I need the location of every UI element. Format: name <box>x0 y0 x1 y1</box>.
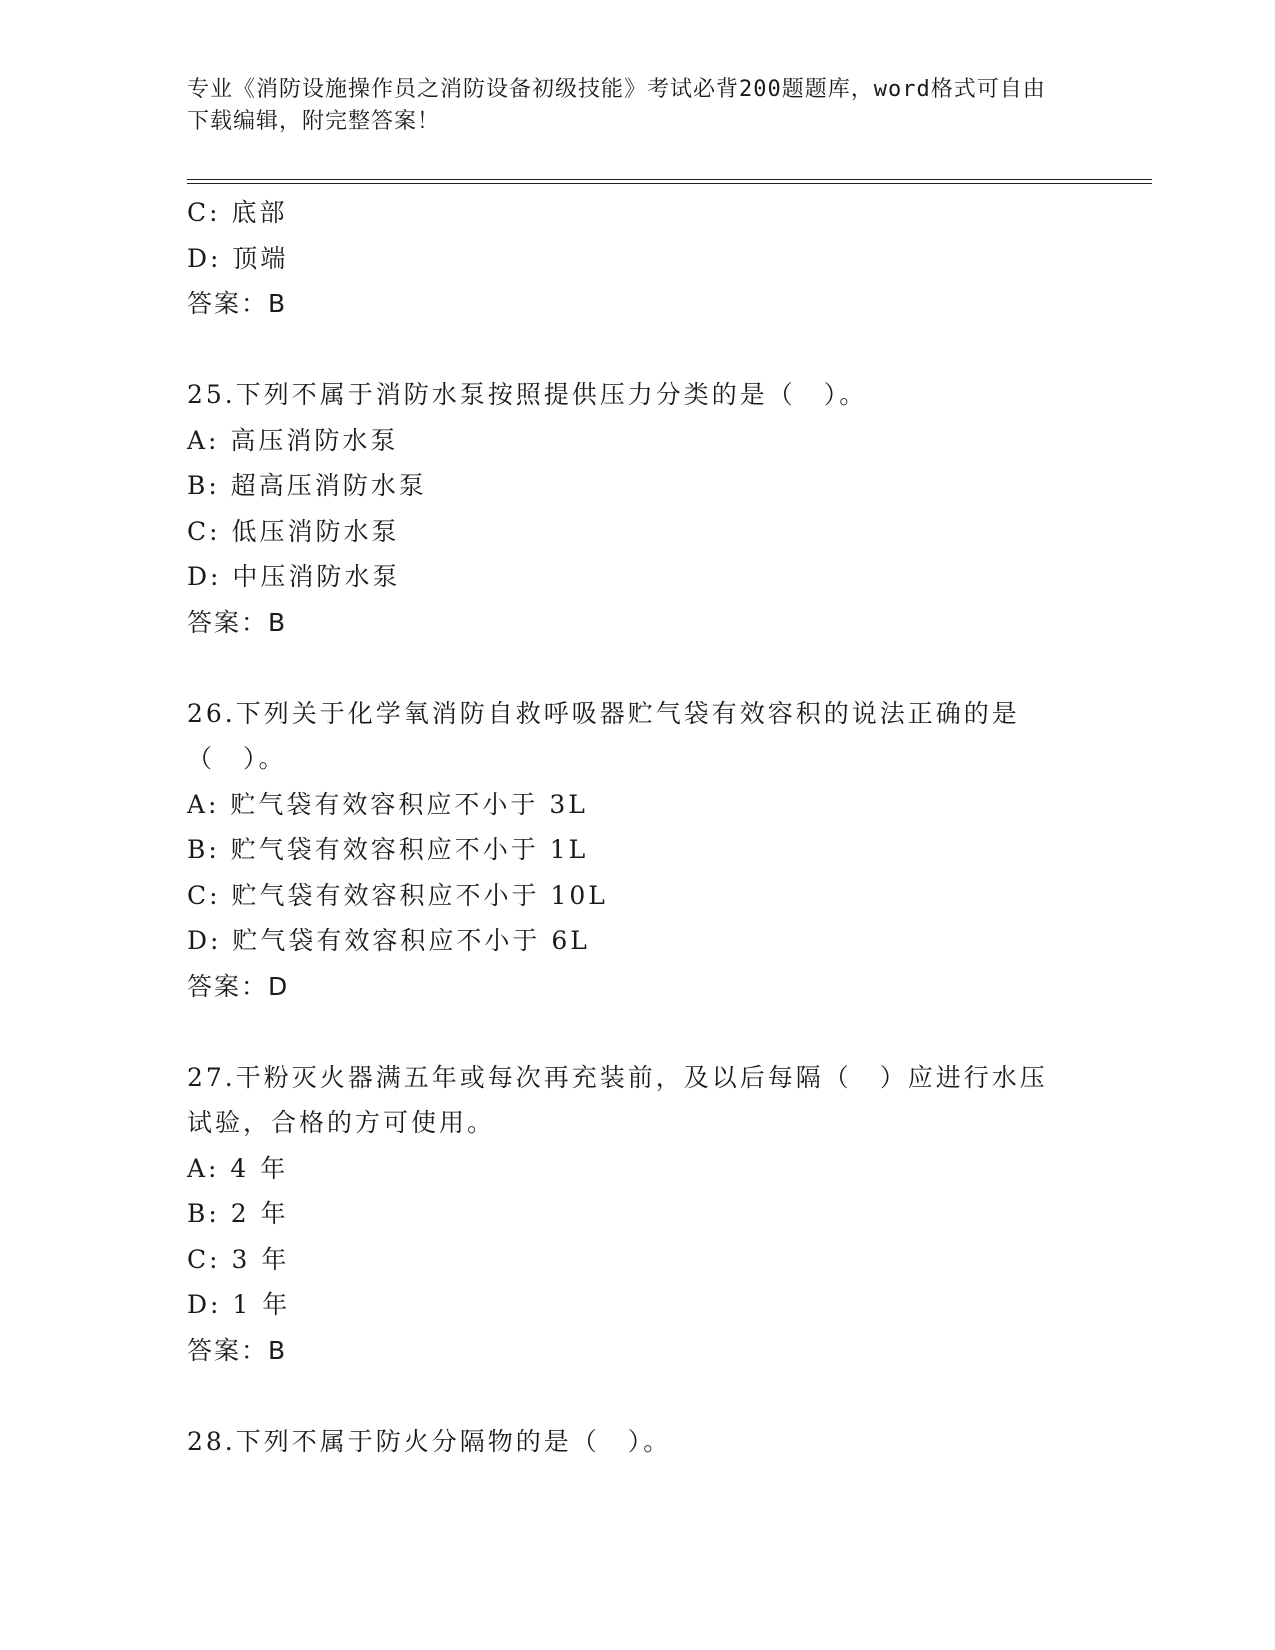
question-title: 28.下列不属于防火分隔物的是（ ）。 <box>187 1426 672 1456</box>
answer-line: 答案：B <box>187 607 288 637</box>
question-25 <box>187 372 1087 645</box>
question-28 <box>187 1419 1087 1465</box>
question-26 <box>187 691 1087 1010</box>
question-27 <box>187 1055 1087 1374</box>
option-d: D: 顶端 <box>187 243 289 273</box>
question-24-continued <box>187 190 1087 327</box>
header-divider-bottom <box>187 183 1152 184</box>
option-d: D: 1 年 <box>187 1290 291 1319</box>
option-c: C: 贮气袋有效容积应不小于 10L <box>187 880 608 910</box>
option-b: B: 贮气袋有效容积应不小于 1L <box>187 835 589 864</box>
question-list <box>187 190 1087 1464</box>
option-a: A: 贮气袋有效容积应不小于 3L <box>187 789 588 819</box>
option-b: B: 超高压消防水泵 <box>187 471 427 500</box>
answer-line: 答案：D <box>187 971 290 1001</box>
question-title: 27.干粉灭火器满五年或每次再充装前，及以后每隔（ ）应进行水压试验，合格的方可使用。 <box>187 1062 1048 1137</box>
header-divider-top <box>187 179 1152 180</box>
option-b: B: 2 年 <box>187 1199 289 1228</box>
option-c: C: 3 年 <box>187 1244 290 1274</box>
document-header: 专业《消防设施操作员之消防设备初级技能》考试必背200题题库，word格式可自由下载编辑，附完整答案！ <box>187 77 1046 134</box>
option-c: C: 底部 <box>187 198 288 227</box>
question-title: 25.下列不属于消防水泵按照提供压力分类的是（ ）。 <box>187 380 868 409</box>
answer-line: 答案：B <box>187 289 288 318</box>
option-a: A: 4 年 <box>187 1153 289 1183</box>
option-d: D: 中压消防水泵 <box>187 562 401 591</box>
option-a: A: 高压消防水泵 <box>187 425 399 455</box>
option-d: D: 贮气袋有效容积应不小于 6L <box>187 926 590 955</box>
answer-line: 答案：B <box>187 1335 288 1365</box>
question-title: 26.下列关于化学氧消防自救呼吸器贮气袋有效容积的说法正确的是（ ）。 <box>187 698 1020 773</box>
option-c: C: 低压消防水泵 <box>187 516 400 546</box>
